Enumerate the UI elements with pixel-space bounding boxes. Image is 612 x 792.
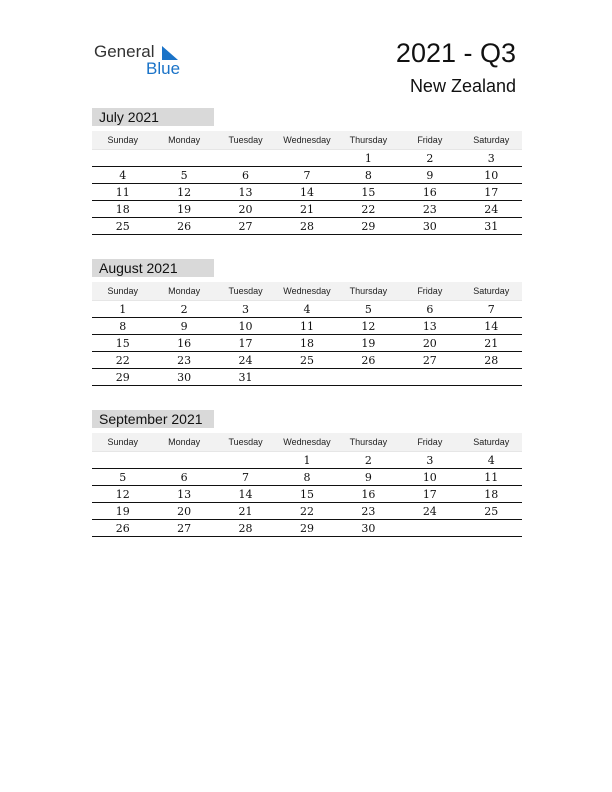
day-cell: 7 [242,471,250,484]
day-cell: 21 [299,203,314,216]
weekday-header-row [92,282,522,301]
week-row [92,369,522,386]
day-cell: 29 [361,220,376,233]
month-title: September 2021 [92,410,214,428]
day-cell: 4 [119,169,127,182]
day-cell: 3 [487,152,495,165]
day-cell: 21 [484,337,499,350]
week-row [92,452,522,469]
week-row [92,318,522,335]
day-cell: 5 [180,169,188,182]
weekday-label: Friday [417,135,443,145]
day-cell: 4 [303,303,311,316]
day-cell: 14 [299,186,314,199]
day-cell: 11 [299,320,314,333]
day-cell: 6 [426,303,434,316]
weekday-label: Thursday [349,437,388,447]
weekday-label: Friday [417,286,443,296]
day-cell: 8 [303,471,311,484]
weekday-label: Saturday [473,286,510,296]
month-calendar [92,410,522,537]
day-cell: 25 [484,505,499,518]
day-cell [92,150,153,166]
day-cell [276,150,337,166]
day-cell: 27 [422,354,437,367]
logo-text-general: General [94,42,155,61]
logo-text-blue: Blue [146,59,181,78]
day-cell: 10 [422,471,437,484]
day-cell: 28 [484,354,499,367]
day-cell: 30 [361,522,376,535]
day-cell: 31 [238,371,253,384]
day-cell: 2 [426,152,434,165]
day-cell: 14 [238,488,253,501]
day-cell: 3 [242,303,250,316]
day-cell: 28 [299,220,314,233]
day-cell: 17 [422,488,437,501]
weekday-label: Wednesday [283,135,331,145]
day-cell: 15 [299,488,314,501]
weekday-label: Thursday [349,286,388,296]
day-cell: 6 [242,169,250,182]
day-cell: 22 [361,203,376,216]
weekday-label: Tuesday [228,286,263,296]
week-row [92,167,522,184]
day-cell: 19 [177,203,192,216]
weekday-label: Thursday [349,135,388,145]
weekday-label: Saturday [473,437,510,447]
day-cell: 8 [364,169,372,182]
day-cell: 23 [361,505,376,518]
week-row [92,503,522,520]
day-cell [399,520,460,536]
day-cell: 3 [426,454,434,467]
week-row [92,352,522,369]
day-cell: 10 [238,320,253,333]
day-cell: 13 [177,488,192,501]
day-cell: 24 [238,354,253,367]
day-cell: 7 [487,303,495,316]
day-cell [215,452,276,468]
week-row [92,218,522,235]
day-cell: 30 [422,220,437,233]
day-cell: 25 [115,220,130,233]
week-row [92,486,522,503]
day-cell [338,369,399,385]
weekday-label: Saturday [473,135,510,145]
day-cell: 1 [364,152,372,165]
day-cell: 26 [115,522,130,535]
day-cell: 4 [487,454,495,467]
day-cell: 19 [115,505,130,518]
day-cell: 11 [115,186,130,199]
day-cell: 17 [238,337,253,350]
day-cell: 18 [299,337,314,350]
day-cell: 2 [180,303,188,316]
day-cell: 14 [484,320,499,333]
day-cell: 2 [364,454,372,467]
day-cell: 20 [238,203,253,216]
month-calendar [92,108,522,235]
day-cell: 27 [238,220,253,233]
weekday-label: Friday [417,437,443,447]
day-cell [399,369,460,385]
day-cell: 20 [177,505,192,518]
month-calendar [92,259,522,386]
day-cell: 26 [177,220,192,233]
day-cell: 16 [177,337,192,350]
day-cell: 26 [361,354,376,367]
weekday-label: Monday [168,437,201,447]
week-row [92,301,522,318]
day-cell [92,452,153,468]
day-cell: 16 [361,488,376,501]
day-cell: 15 [361,186,376,199]
country-name: New Zealand [409,76,516,96]
day-cell: 21 [238,505,253,518]
week-row [92,184,522,201]
day-cell [461,520,522,536]
month-title: August 2021 [92,259,214,277]
day-cell: 24 [422,505,437,518]
day-cell: 23 [177,354,192,367]
day-cell: 18 [115,203,130,216]
day-cell: 18 [484,488,499,501]
day-cell: 1 [119,303,127,316]
weekday-label: Wednesday [283,437,331,447]
day-cell: 22 [115,354,130,367]
day-cell: 13 [422,320,437,333]
weekday-label: Sunday [107,286,138,296]
day-cell: 12 [361,320,376,333]
day-cell: 11 [484,471,499,484]
day-cell: 16 [422,186,437,199]
day-cell: 12 [177,186,192,199]
day-cell: 17 [484,186,499,199]
day-cell: 15 [115,337,130,350]
week-row [92,469,522,486]
weekday-label: Monday [168,135,201,145]
day-cell: 20 [422,337,437,350]
day-cell [461,369,522,385]
day-cell [153,452,214,468]
weekday-label: Wednesday [283,286,331,296]
day-cell [153,150,214,166]
day-cell: 25 [299,354,314,367]
brand-logo [94,42,194,78]
day-cell: 23 [422,203,437,216]
day-cell: 30 [177,371,192,384]
month-title: July 2021 [92,108,214,126]
day-cell [276,369,337,385]
day-cell: 9 [364,471,372,484]
day-cell: 5 [119,471,127,484]
day-cell: 27 [177,522,192,535]
day-cell: 5 [364,303,372,316]
weekday-label: Sunday [107,437,138,447]
day-cell: 10 [484,169,499,182]
day-cell: 12 [115,488,130,501]
day-cell: 29 [299,522,314,535]
weekday-header-row [92,433,522,452]
day-cell: 1 [303,454,311,467]
weekday-label: Tuesday [228,135,263,145]
day-cell: 9 [180,320,188,333]
day-cell: 6 [180,471,188,484]
day-cell: 24 [484,203,499,216]
week-row [92,335,522,352]
day-cell: 29 [115,371,130,384]
day-cell: 22 [299,505,314,518]
week-row [92,520,522,537]
weekday-label: Sunday [107,135,138,145]
weekday-label: Monday [168,286,201,296]
day-cell: 13 [238,186,253,199]
day-cell: 7 [303,169,311,182]
day-cell [215,150,276,166]
day-cell: 19 [361,337,376,350]
page-title: 2021 - Q3 [395,38,516,68]
weekday-header-row [92,131,522,150]
week-row [92,201,522,218]
day-cell: 8 [119,320,127,333]
weekday-label: Tuesday [228,437,263,447]
day-cell: 9 [426,169,434,182]
week-row [92,150,522,167]
day-cell: 31 [484,220,499,233]
day-cell: 28 [238,522,253,535]
